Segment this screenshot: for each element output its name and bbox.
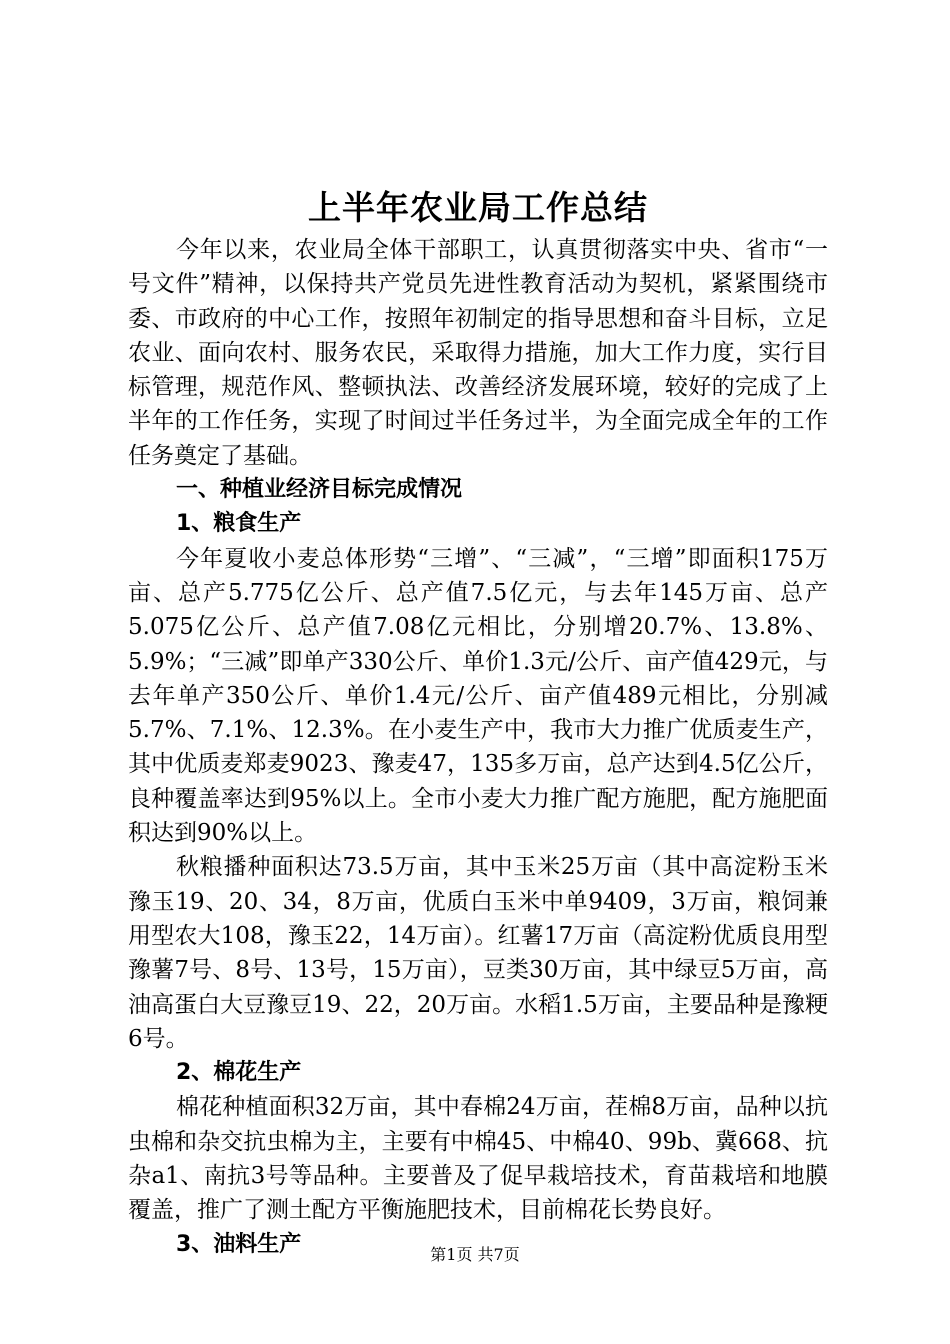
paragraph-wheat: 今年夏收小麦总体形势“三增”、“三减”，“三增”即面积175万亩、总产5.775亿公斤、总产值7.5亿元，与去年145万亩、总产5.075亿公斤、总产值7.08亿元相比，分别增20.7%、13.8%、5.9%；“三减”即单产330公斤、单价1.3元/公斤、亩产值429元，与去年单产350公斤、单价1.4元/公斤、亩产值489元相比，分别减5.7%、7.1%、12.3%。在小麦生产中，我市大力推广优质麦生产，其中优质麦郑麦9023、豫麦47，135多万亩，总产达到4.5亿公斤，良种覆盖率达到95%以上。全市小麦大力推广配方施肥，配方施肥面积达到90%以上。	[128, 545, 828, 847]
intro-paragraph: 今年以来，农业局全体干部职工，认真贯彻落实中央、省市“一号文件”精神，以保持共产党员先进性教育活动为契机，紧紧围绕市委、市政府的中心工作，按照年初制定的指导思想和奋斗目标，立足农业、面向农村、服务农民，采取得力措施，加大工作力度，实行目标管理，规范作风、整顿执法、改善经济发展环境，较好的完成了上半年的工作任务，实现了时间过半任务过半，为全面完成全年的工作任务奠定了基础。	[128, 237, 828, 469]
subsection-heading-grain: 1、粮食生产	[176, 511, 302, 537]
page-footer: 第1页 共7页	[430, 1245, 520, 1264]
section-heading-planting: 一、种植业经济目标完成情况	[176, 477, 463, 503]
paragraph-cotton: 棉花种植面积32万亩，其中春棉24万亩，茬棉8万亩，品种以抗虫棉和杂交抗虫棉为主，主要有中棉45、中棉40、99b、冀668、抗杂a1、南抗3号等品种。主要普及了促早栽培技术，育苗栽培和地膜覆盖，推广了测土配方平衡施肥技术，目前棉花长势良好。	[128, 1094, 828, 1224]
document-body	[128, 186, 828, 1262]
subsection-heading-oil: 3、油料生产	[176, 1231, 302, 1257]
paragraph-autumn-grain: 秋粮播种面积达73.5万亩，其中玉米25万亩（其中高淀粉玉米豫玉19、20、34，8万亩，优质白玉米中单9409，3万亩，粮饲兼用型农大108，豫玉22，14万亩）。红薯17万亩（高淀粉优质良用型豫薯7号、8号、13号，15万亩），豆类30万亩，其中绿豆5万亩，高油高蛋白大豆豫豆19、22，20万亩。水稻1.5万亩，主要品种是豫粳6号。	[128, 854, 828, 1052]
document-title: 上半年农业局工作总结	[308, 188, 648, 227]
subsection-heading-cotton: 2、棉花生产	[176, 1060, 302, 1086]
